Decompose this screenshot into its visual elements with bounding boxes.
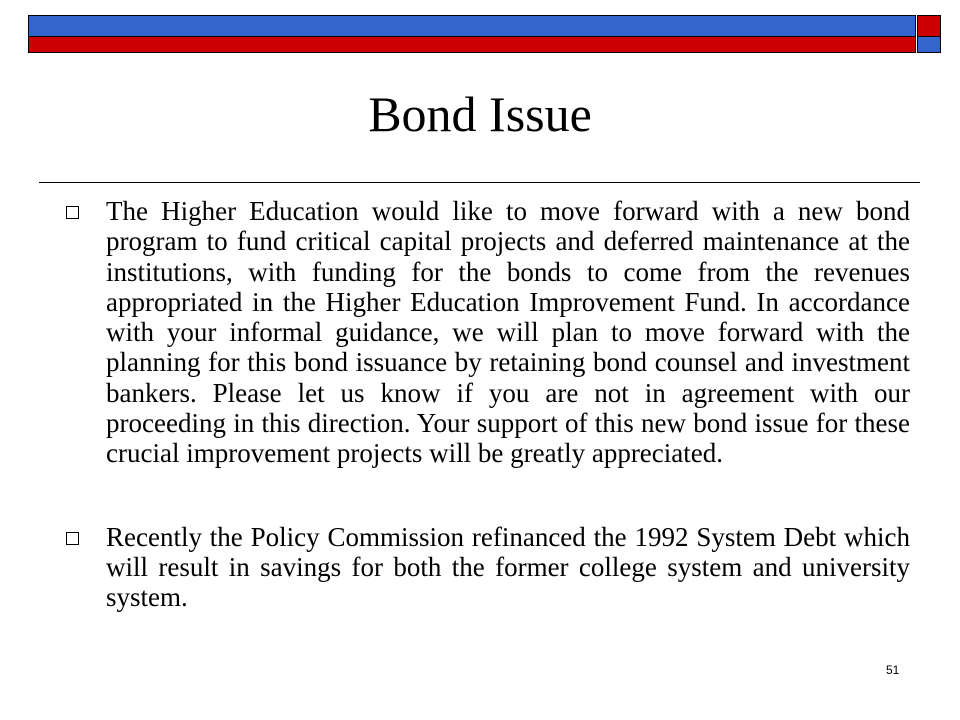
corner-square-red	[917, 15, 941, 37]
bullet-text: Recently the Policy Commission refinanced the 1992 System Debt which will result in savings for both the former college system and university system.	[106, 521, 910, 613]
bullet-list	[66, 196, 910, 613]
bullet-item	[66, 196, 910, 469]
hollow-square-bullet-icon	[66, 206, 79, 219]
hollow-square-bullet-icon	[66, 532, 79, 545]
slide-title: Bond Issue	[368, 86, 592, 142]
bullet-item	[66, 522, 910, 613]
corner-square-blue	[917, 37, 941, 53]
top-band-blue	[28, 15, 916, 37]
top-band-red	[28, 37, 916, 53]
title-divider	[39, 182, 920, 183]
bullet-text: The Higher Education would like to move forward with a new bond program to fund critical capital projects and deferred maintenance at the institutions, with funding for the bonds to come from the revenues appropriated in the Higher Education Improvement Fund. In accordance with your informal guidance, we will plan to move forward with the planning for this bond issuance by retaining bond counsel and investment bankers. Please let us know if you are not in agreement with our proceeding in this direction. Your support of this new bond issue for these crucial improvement projects will be greatly appreciated.	[106, 196, 910, 469]
top-decorative-band	[28, 15, 916, 53]
page-number: 51	[886, 663, 900, 677]
